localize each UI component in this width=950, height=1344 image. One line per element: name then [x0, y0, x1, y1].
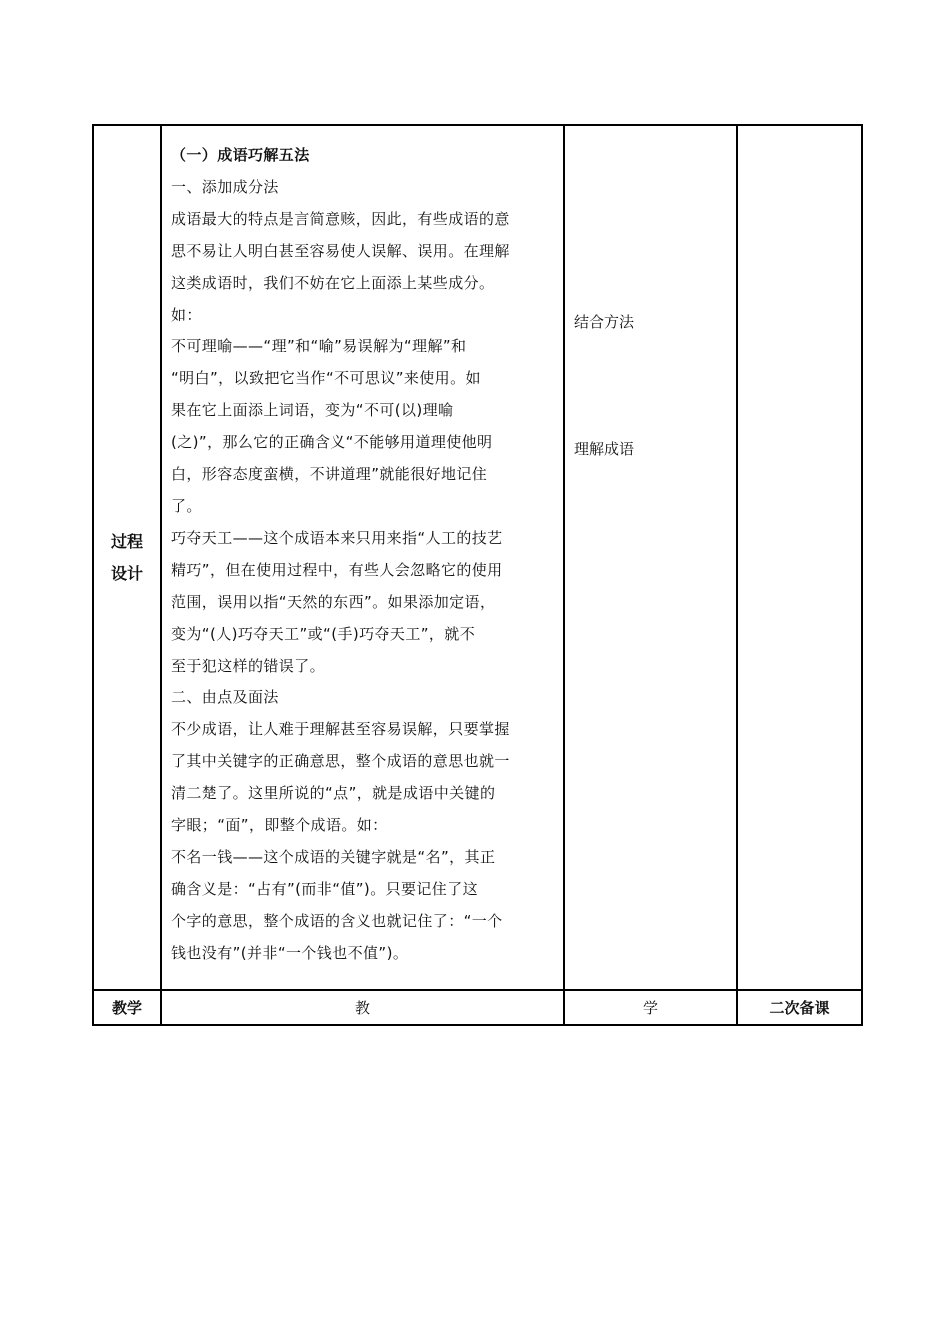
note-combine-methods: 结合方法 — [574, 313, 635, 331]
row-label-line-2: 设计 — [110, 563, 143, 583]
row-label-line-1: 过程 — [110, 531, 143, 551]
teaching-content-cell — [161, 125, 564, 990]
student-activity-cell — [564, 125, 737, 990]
content-line: 精巧”，但在使用过程中，有些人会忽略它的使用 — [171, 560, 503, 579]
footer-teach-label: 教 — [161, 990, 564, 1025]
student-notes — [565, 126, 736, 989]
lesson-plan-table — [92, 124, 863, 1026]
note-understand-idioms: 理解成语 — [574, 440, 635, 458]
content-line: 白，形容态度蛮横，不讲道理”就能很好地记住 — [171, 465, 488, 484]
content-line: 了。 — [171, 496, 202, 515]
content-line: 不少成语，让人难于理解甚至容易误解，只要掌握 — [171, 720, 510, 739]
content-line: 一、添加成分法 — [171, 177, 279, 196]
footer-row — [93, 990, 862, 1025]
content-line: 成语最大的特点是言简意赅，因此，有些成语的意 — [171, 209, 510, 228]
content-line: 不可理喻——“理”和“喻”易误解为“理解”和 — [171, 337, 467, 356]
content-line: 清二楚了。这里所说的“点”，就是成语中关键的 — [171, 784, 496, 803]
teaching-content — [162, 126, 563, 970]
footer-teaching-label: 教学 — [93, 990, 161, 1025]
content-line: 二、由点及面法 — [171, 688, 279, 707]
content-line: 思不易让人明白甚至容易使人误解、误用。在理解 — [171, 241, 510, 260]
content-line: “明白”，以致把它当作“不可思议”来使用。如 — [171, 369, 481, 388]
process-design-row — [93, 125, 862, 990]
second-prep-cell — [737, 125, 862, 990]
content-line: 不名一钱——这个成语的关键字就是“名”，其正 — [171, 847, 496, 866]
content-line: 变为“(人)巧夺天工”或“(手)巧夺天工”，就不 — [171, 624, 476, 643]
content-line: 这类成语时，我们不妨在它上面添上某些成分。 — [171, 273, 495, 292]
content-line: 钱也没有”(并非“一个钱也不值”)。 — [171, 943, 409, 962]
content-line: 巧夺天工——这个成语本来只用来指“人工的技艺 — [171, 528, 503, 547]
content-line: 如： — [171, 305, 202, 324]
content-line: 确含义是：“占有”(而非“值”)。只要记住了这 — [171, 879, 478, 898]
content-line: 范围，误用以指“天然的东西”。如果添加定语， — [171, 592, 496, 611]
content-line: (之)”，那么它的正确含义“不能够用道理使他明 — [171, 433, 493, 452]
footer-second-prep-label: 二次备课 — [737, 990, 862, 1025]
content-line: 果在它上面添上词语，变为“不可(以)理喻 — [171, 401, 454, 420]
content-line: 字眼；“面”，即整个成语。如： — [171, 816, 388, 835]
footer-learn-label: 学 — [564, 990, 737, 1025]
section-heading: （一）成语巧解五法 — [171, 146, 310, 164]
row-label-cell — [93, 125, 161, 990]
content-line: 个字的意思，整个成语的含义也就记住了：“一个 — [171, 911, 503, 930]
content-line: 了其中关键字的正确意思，整个成语的意思也就一 — [171, 752, 510, 771]
content-line: 至于犯这样的错误了。 — [171, 656, 326, 675]
